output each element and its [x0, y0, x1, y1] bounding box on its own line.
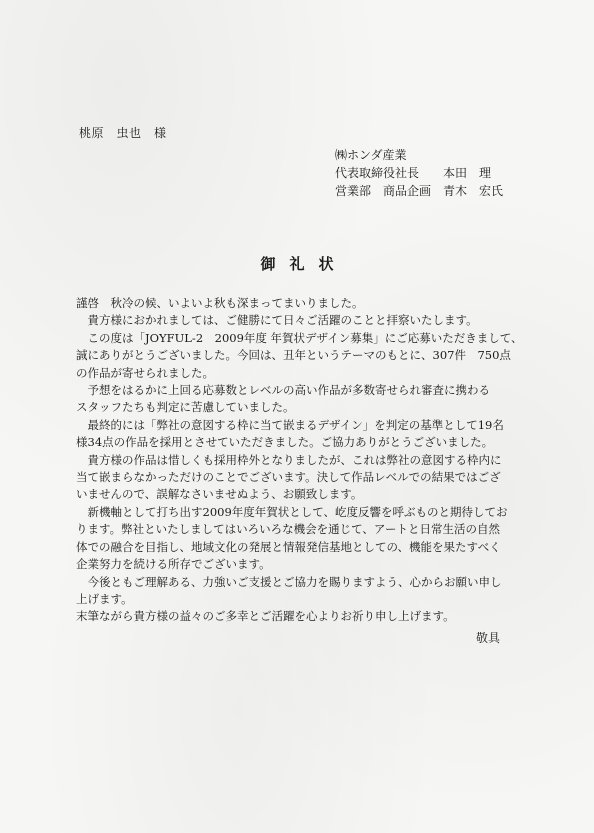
body-line: 体での融合を目指し、地域文化の発展と情報発信基地としての、機能を果たすべく: [76, 539, 501, 554]
body-line: スタッフたちも判定に苦慮していました。: [76, 400, 295, 415]
body-line: 今後ともご理解ある、力強いご支援とご協力を賜りますよう、心からお願い申し: [76, 574, 502, 589]
letter-body: [76, 295, 523, 626]
sender-president: 代表取締役社長 本田 理: [335, 166, 492, 180]
body-line: 企業努力を続ける所存でございます。: [76, 557, 271, 572]
body-line: 上げます。: [76, 591, 133, 606]
closing-phrase: 敬具: [476, 631, 501, 645]
body-line: 貴方様におかれましては、ご健勝にて日々ご活躍のことと拝察いたします。: [76, 313, 478, 328]
body-line: この度は「JOYFUL-2 2009年度 年賀状デザイン募集」にご応募いただきまして、: [76, 330, 523, 345]
body-line: 誠にありがとうございました。今回は、丑年というテーマのもとに、307件 750点: [76, 348, 511, 363]
body-line: 貴方様の作品は惜しくも採用枠外となりましたが、これは弊社の意図する枠内に: [76, 452, 502, 467]
body-line: 謹啓 秋冷の候、いよいよ秋も深まってまいりました。: [76, 296, 364, 310]
body-line: ります。弊社といたしましてはいろいろな機会を通じて、アートと日常生活の自然: [76, 522, 501, 537]
body-line: 様34点の作品を採用とさせていただきました。ご協力ありがとうございました。: [76, 435, 494, 450]
sender-department: 営業部 商品企画 青木 宏氏: [335, 184, 504, 198]
body-line: 最終的には「弊社の意図する枠に当て嵌まるデザイン」を判定の基準として19名: [76, 417, 504, 432]
sender-block: [335, 146, 503, 200]
body-line: 末筆ながら貴方様の益々のご多幸とご活躍を心よりお祈り申し上げます。: [76, 609, 455, 624]
body-line: 当て嵌まらなかっただけのことでございます。決して作品レベルでの結果ではござ: [76, 470, 501, 485]
letter-title: 御礼状: [260, 255, 348, 273]
body-line: の作品が寄せられました。: [76, 365, 214, 380]
body-line: いませんので、誤解なさいませぬよう、お願致します。: [76, 487, 363, 502]
sender-company: ㈱ホンダ産業: [335, 148, 407, 162]
body-line: 新機軸として打ち出す2009年度年賀状として、屹度反響を呼ぶものと期待してお: [76, 504, 508, 519]
body-line: 予想をはるかに上回る応募数とレベルの高い作品が多数寄せられ審査に携わる: [76, 383, 490, 398]
addressee: 桃原 虫也 様: [79, 126, 167, 140]
